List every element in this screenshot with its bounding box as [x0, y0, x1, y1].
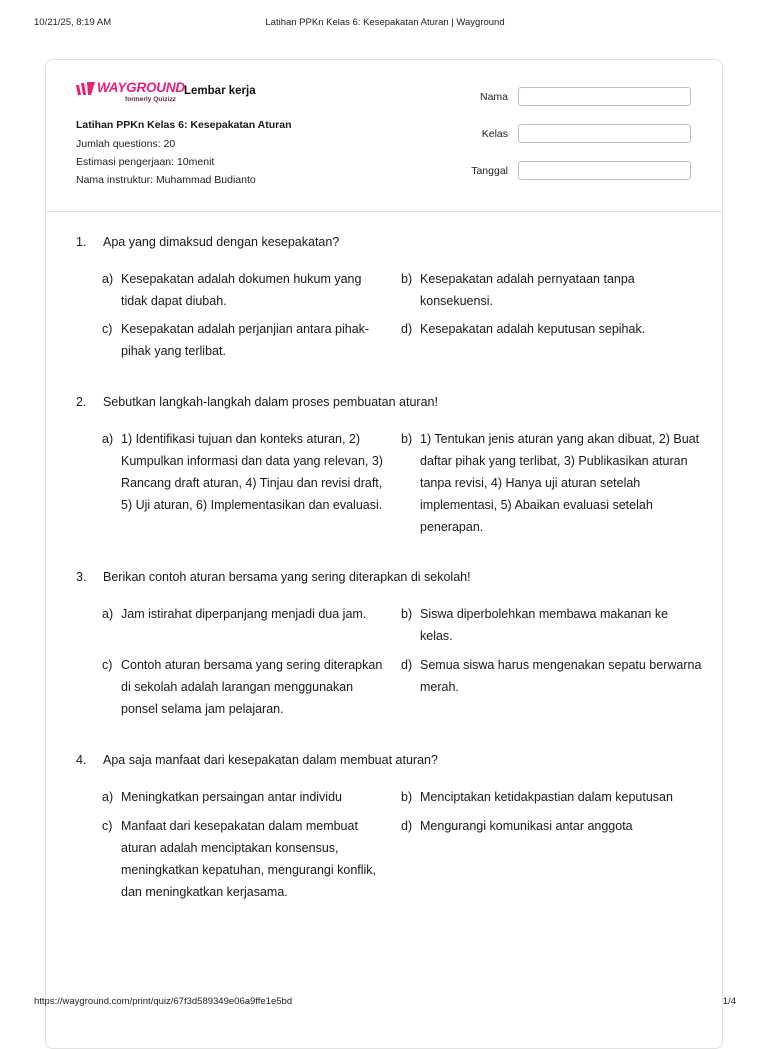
question-number: 2.	[76, 395, 87, 409]
print-footer	[34, 996, 736, 1010]
option-text: 1) Identifikasi tujuan dan konteks aturan, 2) Kumpulkan informasi dan data yang relevan, 3) Rancang draft aturan, 4) Tinjau dan revisi draft, 5) Uji aturan, 6) Implementasikan dan evaluasi.	[121, 432, 383, 512]
print-url: https://wayground.com/print/quiz/67f3d589349e06a9ffe1e5bd	[34, 996, 293, 1007]
brand-name: WAYGROUND	[97, 80, 185, 95]
name-label: Nama	[479, 91, 508, 103]
quiz-title: Latihan PPKn Kelas 6: Kesepakatan Aturan	[76, 119, 292, 131]
option-text: Kesepakatan adalah dokumen hukum yang tidak dapat diubah.	[121, 272, 362, 308]
sheet-type: Lembar kerja	[184, 85, 256, 97]
option-text: Manfaat dari kesepakatan dalam membuat aturan adalah menciptakan konsensus, meningkatkan kepatuhan, mengurangi konflik, dan meningkatkan kerjasama.	[121, 819, 377, 899]
question-3	[76, 566, 702, 716]
question-text: Apa saja manfaat dari kesepakatan dalam membuat aturan?	[103, 753, 438, 767]
option-text: Kesepakatan adalah perjanjian antara pihak-pihak yang terlibat.	[121, 322, 370, 358]
option-letter: b)	[401, 432, 413, 446]
question-text: Sebutkan langkah-langkah dalam proses pembuatan aturan!	[103, 395, 438, 409]
name-field[interactable]	[518, 87, 691, 106]
instructor-name: Nama instruktur: Muhammad Budianto	[76, 174, 256, 186]
worksheet-header	[46, 60, 722, 212]
option-text: Kesepakatan adalah keputusan sepihak.	[420, 322, 646, 336]
print-tab-title: Latihan PPKn Kelas 6: Kesepakatan Aturan | Wayground	[265, 17, 505, 28]
option-letter: b)	[401, 790, 413, 804]
option-text: Semua siswa harus mengenakan sepatu berwarna merah.	[420, 658, 702, 694]
option-text: Kesepakatan adalah pernyataan tanpa konsekuensi.	[420, 272, 635, 308]
class-label: Kelas	[481, 128, 508, 140]
date-label: Tanggal	[471, 165, 508, 177]
option-letter: c)	[102, 322, 113, 336]
option-letter: a)	[102, 272, 114, 286]
option-text: 1) Tentukan jenis aturan yang akan dibuat, 2) Buat daftar pihak yang terlibat, 3) Publikasikan aturan tanpa revisi, 4) Hanya uji aturan setelah implementasi, 5) Abaikan evaluasi setelah penerapan.	[420, 432, 700, 534]
print-datetime: 10/21/25, 8:19 AM	[34, 17, 112, 28]
option-text: Jam istirahat diperpanjang menjadi dua jam.	[121, 607, 367, 621]
question-number: 4.	[76, 753, 87, 767]
question-number: 3.	[76, 570, 87, 584]
class-field[interactable]	[518, 124, 691, 143]
question-text: Berikan contoh aturan bersama yang sering diterapkan di sekolah!	[103, 570, 471, 584]
question-number: 1.	[76, 235, 87, 249]
option-letter: a)	[102, 432, 114, 446]
question-stem	[76, 231, 696, 253]
option-letter: d)	[401, 322, 413, 336]
question-4	[76, 749, 696, 899]
question-stem	[76, 566, 696, 588]
option-letter: c)	[102, 819, 113, 833]
question-1	[76, 231, 696, 358]
question-text: Apa yang dimaksud dengan kesepakatan?	[103, 235, 340, 249]
page-counter: 1/4	[722, 996, 736, 1007]
option-text: Siswa diperbolehkan membawa makanan ke kelas.	[420, 607, 669, 643]
worksheet	[45, 59, 723, 1049]
question-2	[76, 391, 700, 534]
option-text: Menciptakan ketidakpastian dalam keputusan	[420, 790, 673, 804]
brand-subtitle: formerly Quizizz	[125, 96, 176, 103]
question-stem	[76, 749, 696, 771]
time-estimate: Estimasi pengerjaan: 10menit	[76, 156, 215, 168]
option-text: Contoh aturan bersama yang sering diterapkan di sekolah adalah larangan menggunakan ponsel selama jam pelajaran.	[121, 658, 383, 716]
date-field[interactable]	[518, 161, 691, 180]
option-text: Mengurangi komunikasi antar anggota	[420, 819, 633, 833]
option-letter: a)	[102, 790, 114, 804]
option-letter: b)	[401, 272, 413, 286]
wayground-mark-icon	[76, 82, 96, 96]
question-count: Jumlah questions: 20	[76, 138, 176, 150]
option-letter: a)	[102, 607, 114, 621]
option-letter: d)	[401, 658, 413, 672]
wayground-logo	[76, 80, 185, 106]
question-stem	[76, 391, 696, 413]
option-letter: c)	[102, 658, 113, 672]
print-header	[34, 17, 736, 31]
option-letter: b)	[401, 607, 413, 621]
option-text: Meningkatkan persaingan antar individu	[121, 790, 342, 804]
option-letter: d)	[401, 819, 413, 833]
